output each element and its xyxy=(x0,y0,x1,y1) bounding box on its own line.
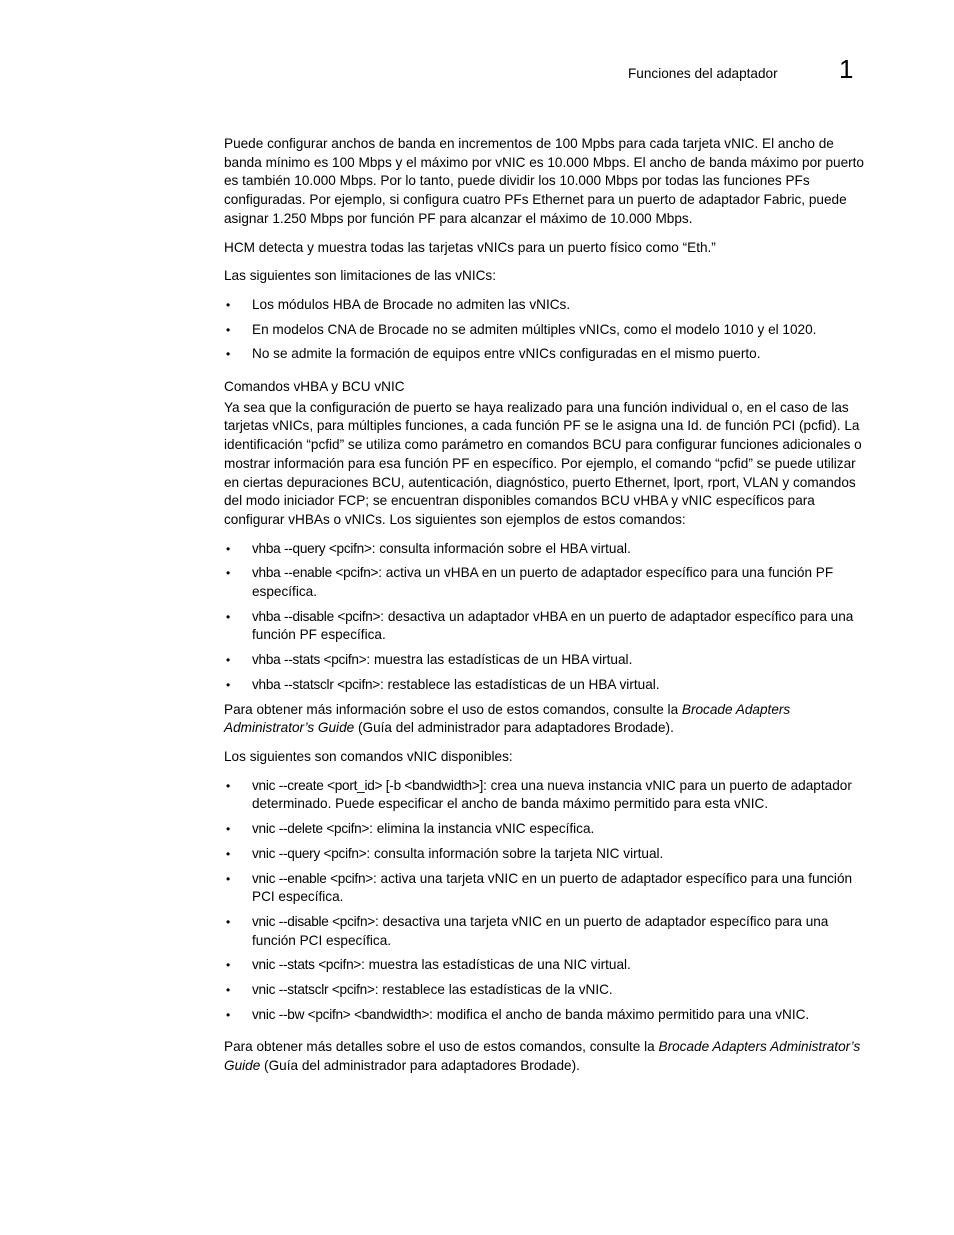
bullet-icon: • xyxy=(226,871,231,886)
paragraph-more-info-vnic: Para obtener más detalles sobre el uso de estos comandos, consulte la Brocade Adapters Administrator’s Guide (Guía del administrador para adaptadores Brodade). xyxy=(224,1039,861,1074)
list-item: • vnic --disable <pcifn>: desactiva una tarjeta vNIC en un puerto de adaptador específico para una función PCI específica. xyxy=(226,913,829,948)
list-item: • En modelos CNA de Brocade no se admiten múltiples vNICs, como el modelo 1010 y el 1020. xyxy=(224,321,872,340)
list-item: • vnic --query <pcifn>: consulta información sobre la tarjeta NIC virtual. xyxy=(224,845,872,864)
command-name: vnic --enable <pcifn> xyxy=(252,870,373,886)
command-name: vnic --bw <pcifn> <bandwidth> xyxy=(252,1006,430,1022)
paragraph-more-info-vhba: Para obtener más información sobre el uso de estos comandos, consulte la Brocade Adapters Administrator’s Guide (Guía del administrador para adaptadores Brodade). xyxy=(224,701,791,736)
list-item: • vnic --stats <pcifn>: muestra las estadísticas de una NIC virtual. xyxy=(224,956,872,975)
bullet-icon: • xyxy=(226,1007,231,1022)
section-heading: Comandos vHBA y BCU vNIC xyxy=(224,379,405,395)
list-item: • vhba --disable <pcifn>: desactiva un adaptador vHBA en un puerto de adaptador específico para una función PF específica. xyxy=(226,608,854,643)
bullet-icon: • xyxy=(226,914,231,929)
paragraph-hcm: HCM detecta y muestra todas las tarjetas vNICs para un puerto físico como “Eth.” xyxy=(224,239,716,255)
bullet-icon: • xyxy=(226,566,231,581)
list-item: • vnic --delete <pcifn>: elimina la instancia vNIC específica. xyxy=(224,820,872,839)
list-item: • vnic --enable <pcifn>: activa una tarjeta vNIC en un puerto de adaptador específico para una función PCI específica. xyxy=(226,870,853,905)
bullet-icon: • xyxy=(226,541,231,556)
list-item: • vhba --enable <pcifn>: activa un vHBA en un puerto de adaptador específico para una función PF específica. xyxy=(226,565,834,600)
list-item: • No se admite la formación de equipos entre vNICs configuradas en el mismo puerto. xyxy=(224,345,872,364)
running-header-title: Funciones del adaptador xyxy=(628,66,778,81)
command-name: vhba --enable <pcifn> xyxy=(252,565,379,581)
vhba-commands-list xyxy=(224,540,872,695)
command-name: vhba --stats <pcifn> xyxy=(252,652,367,668)
list-item: • Los módulos HBA de Brocade no admiten las vNICs. xyxy=(224,296,872,315)
chapter-number: 1 xyxy=(839,54,854,84)
command-name: vnic --stats <pcifn> xyxy=(252,957,362,973)
command-name: vhba --query <pcifn> xyxy=(252,540,372,556)
list-item: • vnic --bw <pcifn> <bandwidth>: modifica el ancho de banda máximo permitido para una vNIC. xyxy=(224,1006,872,1025)
limitations-list xyxy=(224,296,872,364)
bullet-icon: • xyxy=(226,297,231,312)
paragraph-limitations-intro: Las siguientes son limitaciones de las vNICs: xyxy=(224,268,497,284)
page-body xyxy=(224,135,872,1086)
command-name: vnic --create <port_id> [-b <bandwidth>] xyxy=(252,777,484,793)
bullet-icon: • xyxy=(226,822,231,837)
bullet-icon: • xyxy=(226,347,231,362)
bullet-icon: • xyxy=(226,322,231,337)
command-name: vnic --statsclr <pcifn> xyxy=(252,982,375,998)
command-name: vnic --disable <pcifn> xyxy=(252,913,375,929)
bullet-icon: • xyxy=(226,983,231,998)
command-name: vhba --statsclr <pcifn> xyxy=(252,676,380,692)
paragraph-vnic-intro: Los siguientes son comandos vNIC disponibles: xyxy=(224,748,513,764)
list-item: • vhba --stats <pcifn>: muestra las estadísticas de un HBA virtual. xyxy=(224,651,872,670)
bullet-icon: • xyxy=(226,677,231,692)
bullet-icon: • xyxy=(226,653,231,668)
guide-title: Brocade Adapters Administrator’s Guide xyxy=(224,701,791,736)
paragraph-pcfid: Ya sea que la configuración de puerto se haya realizado para una función individual o, en el caso de las tarjetas vNICs, para múltiples funciones, a cada función PF se le asigna una Id. de función PCI (pcfid). La identificación “pcfid” se utiliza como parámetro en comandos BCU para configurar funciones adicionales o mostrar información para esa función PF en específico. Por ejemplo, el comando “pcfid” se puede utilizar en ciertas depuraciones BCU, autenticación, diagnóstico, puerto Ethernet, lport, rport, VLAN y comandos del modo iniciador FCP; se encuentran disponibles comandos BCU vHBA y vNIC específicos para configurar vHBAs o vNICs. Los siguientes son ejemplos de estos comandos: xyxy=(224,399,862,527)
list-item: • vnic --create <port_id> [-b <bandwidth>]: crea una nueva instancia vNIC para un puerto de adaptador determinado. Puede especificar el ancho de banda máximo permitido para esta vNIC. xyxy=(226,777,852,812)
bullet-icon: • xyxy=(226,958,231,973)
list-item: • vnic --statsclr <pcifn>: restablece las estadísticas de la vNIC. xyxy=(224,981,872,1000)
guide-title: Brocade Adapters Administrator’s Guide xyxy=(224,1039,861,1074)
bullet-icon: • xyxy=(226,609,231,624)
paragraph-bandwidth: Puede configurar anchos de banda en incrementos de 100 Mpbs para cada tarjeta vNIC. El ancho de banda mínimo es 100 Mbps y el máximo por vNIC es 10.000 Mbps. El ancho de banda máximo por puerto es también 10.000 Mbps. Por lo tanto, puede dividir los 10.000 Mbps por todas las funciones PFs configuradas. Por ejemplo, si configura cuatro PFs Ethernet para un puerto de adaptador Fabric, puede asignar 1.250 Mbps por función PF para alcanzar el máximo de 10.000 Mbps. xyxy=(224,136,864,226)
vnic-commands-list xyxy=(224,777,872,1025)
command-name: vnic --delete <pcifn> xyxy=(252,821,370,837)
list-item: • vhba --query <pcifn>: consulta información sobre el HBA virtual. xyxy=(224,540,872,559)
bullet-icon: • xyxy=(226,778,231,793)
bullet-icon: • xyxy=(226,846,231,861)
command-name: vnic --query <pcifn> xyxy=(252,845,367,861)
command-name: vhba --disable <pcifn> xyxy=(252,608,381,624)
list-item: • vhba --statsclr <pcifn>: restablece las estadísticas de un HBA virtual. xyxy=(224,676,872,695)
